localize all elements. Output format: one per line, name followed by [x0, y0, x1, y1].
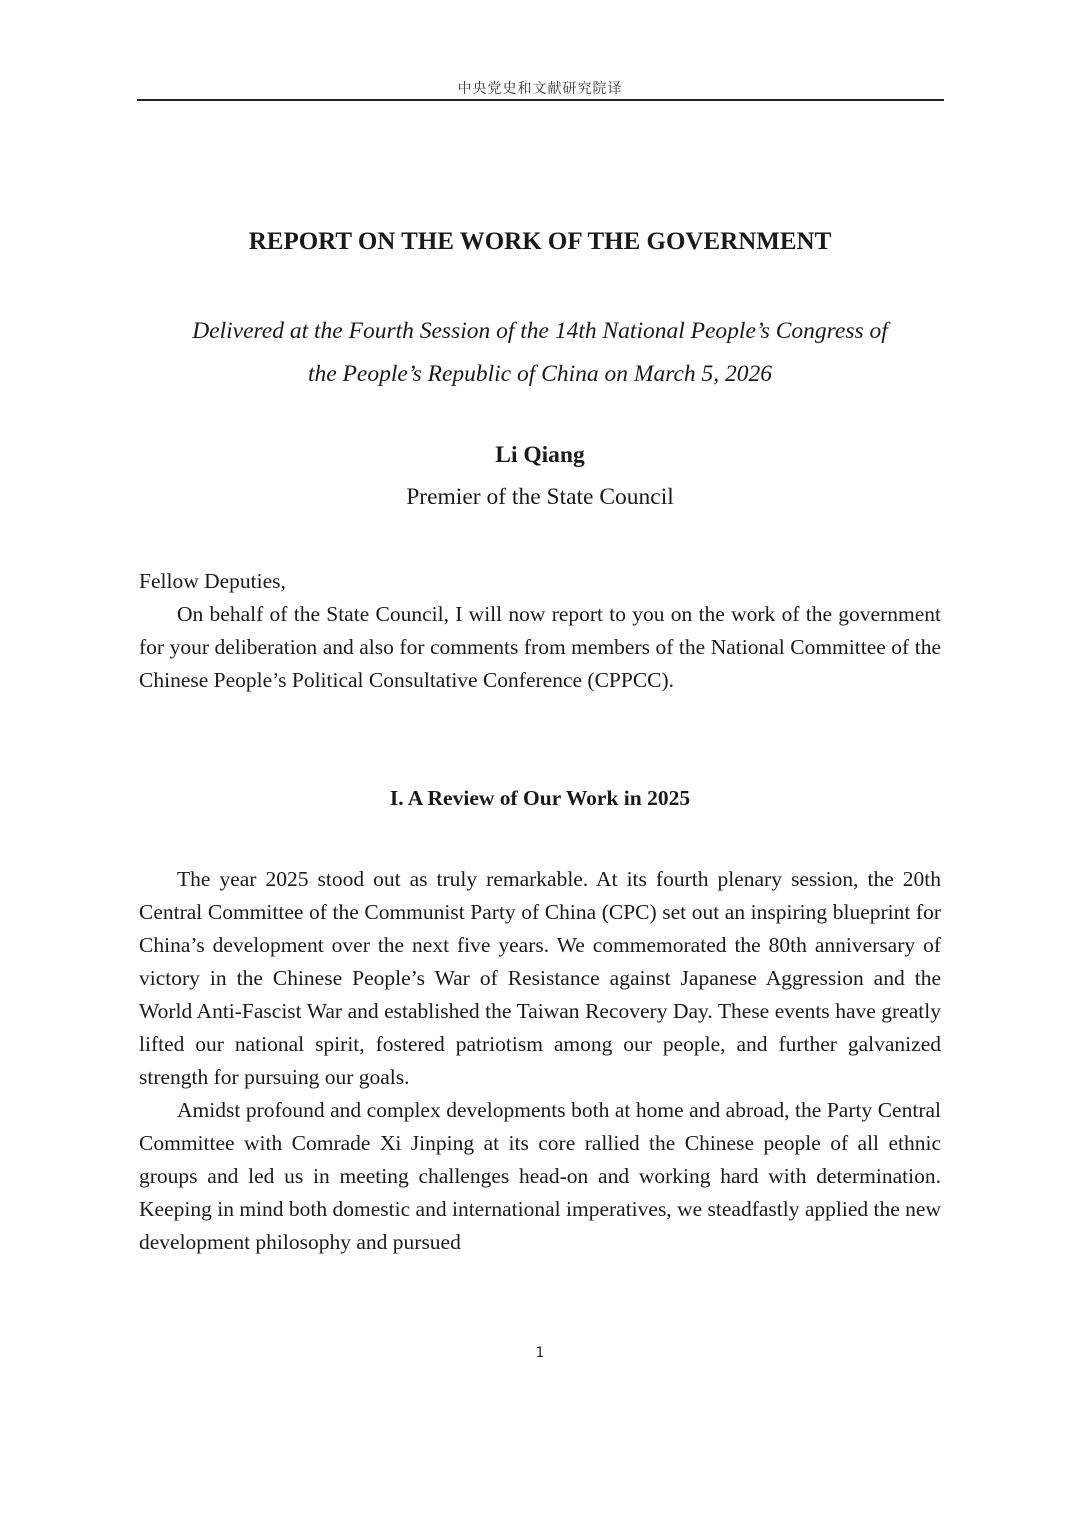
body-paragraph-1: The year 2025 stood out as truly remarkable. At its fourth plenary session, the 20th Central Committee of the Communist Party of China (CPC) set out an inspiring blueprint for China’s development over the next five years. We commemorated the 80th anniversary of victory in the Chinese People’s War of Resistance against Japanese Aggression and the World Anti-Fascist War and established the Taiwan Recovery Day. These events have greatly lifted our national spirit, fostered patriotism among our people, and further galvanized strength for pursuing our goals.: [139, 867, 941, 1089]
body-paragraph-2: Amidst profound and complex developments both at home and abroad, the Party Central Committee with Comrade Xi Jinping at its core rallied the Chinese people of all ethnic groups and led us in meeting challenges head-on and working hard with determination. Keeping in mind both domestic and international imperatives, we steadfastly applied the new development philosophy and pursued: [139, 1098, 941, 1254]
intro-paragraph: On behalf of the State Council, I will now report to you on the work of the government for your deliberation and also for comments from members of the National Committee of the Chinese People’s Political Consultative Conference (CPPCC).: [139, 602, 941, 692]
section-heading: I. A Review of Our Work in 2025: [389, 786, 691, 810]
header-text: 中央党史和文献研究院译: [457, 81, 623, 97]
document-title: REPORT ON THE WORK OF THE GOVERNMENT: [248, 228, 832, 255]
author-title: Premier of the State Council: [406, 484, 674, 510]
review-section: [139, 863, 941, 1259]
intro-section: [139, 565, 941, 697]
header-divider: [137, 99, 944, 101]
salutation: Fellow Deputies,: [139, 569, 286, 593]
subtitle-line-2: the People’s Republic of China on March 5, 2026: [307, 361, 773, 387]
document-subtitle: [140, 310, 940, 396]
subtitle-line-1: Delivered at the Fourth Session of the 14th National People’s Congress of: [192, 318, 888, 344]
author-name: Li Qiang: [495, 442, 585, 468]
page-number: 1: [535, 1345, 545, 1361]
